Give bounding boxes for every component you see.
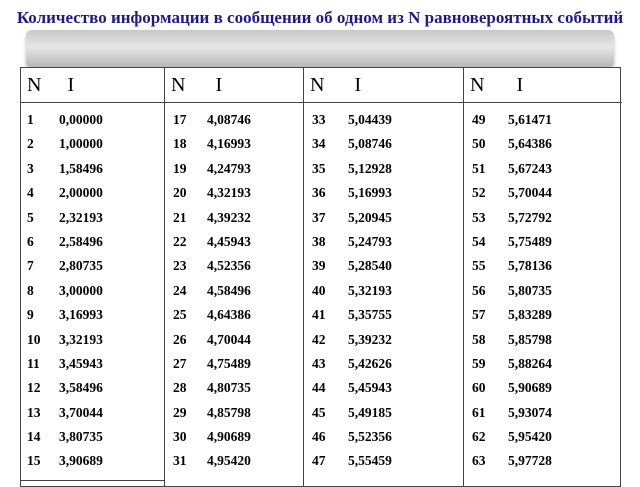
i-value: 1,58496 (59, 160, 103, 176)
i-value: 3,16993 (59, 307, 103, 323)
n-value: 7 (27, 258, 34, 274)
table-row (304, 449, 463, 473)
table-column-4 (464, 68, 622, 486)
column-header (21, 68, 164, 103)
table-row (21, 303, 164, 327)
table-row (464, 401, 622, 425)
table-row (304, 108, 463, 132)
table-row (165, 181, 303, 205)
n-value: 21 (173, 209, 187, 225)
n-value: 63 (472, 453, 486, 469)
i-value: 5,88264 (508, 355, 552, 371)
n-value: 19 (173, 160, 187, 176)
n-value: 23 (173, 258, 187, 274)
table-row (304, 206, 463, 230)
table-row (464, 425, 622, 449)
i-value: 2,58496 (59, 233, 103, 249)
n-value: 18 (173, 136, 187, 152)
i-value: 3,70044 (59, 404, 103, 420)
n-value: 40 (312, 282, 326, 298)
table-row (464, 352, 622, 376)
table-row (165, 425, 303, 449)
table-row (21, 132, 164, 156)
table-row (304, 352, 463, 376)
i-value: 4,85798 (207, 404, 251, 420)
row-divider (21, 480, 164, 481)
i-value: 5,28540 (348, 258, 392, 274)
i-value: 4,24793 (207, 160, 251, 176)
table-row (21, 328, 164, 352)
i-value: 5,90689 (508, 380, 552, 396)
n-value: 11 (27, 355, 40, 371)
i-value: 5,95420 (508, 429, 552, 445)
column-header (464, 68, 622, 103)
table-row (304, 279, 463, 303)
n-value: 25 (173, 307, 187, 323)
table-row (464, 279, 622, 303)
n-value: 17 (173, 112, 187, 127)
i-value: 5,55459 (348, 453, 392, 469)
table-row (464, 303, 622, 327)
n-value: 29 (173, 404, 187, 420)
header-i: I (215, 74, 223, 96)
n-value: 57 (472, 307, 486, 323)
i-value: 2,00000 (59, 185, 103, 201)
n-value: 13 (27, 404, 41, 420)
n-value: 2 (27, 136, 34, 152)
table-row (165, 449, 303, 473)
i-value: 5,52356 (348, 429, 392, 445)
n-value: 37 (312, 209, 326, 225)
i-value: 4,75489 (207, 355, 251, 371)
table-row (21, 449, 164, 473)
n-value: 38 (312, 233, 326, 249)
information-table (20, 67, 621, 487)
i-value: 5,78136 (508, 258, 552, 274)
table-row (464, 376, 622, 400)
i-value: 5,24793 (348, 233, 392, 249)
n-value: 27 (173, 355, 187, 371)
n-value: 61 (472, 404, 486, 420)
table-row (304, 401, 463, 425)
n-value: 62 (472, 429, 486, 445)
table-row (304, 181, 463, 205)
n-value: 3 (27, 160, 34, 176)
i-value: 4,64386 (207, 307, 251, 323)
n-value: 33 (312, 112, 326, 127)
n-value: 24 (173, 282, 187, 298)
i-value: 5,80735 (508, 282, 552, 298)
table-row (165, 303, 303, 327)
i-value: 5,67243 (508, 160, 552, 176)
header-n: N (470, 74, 485, 96)
table-row (464, 181, 622, 205)
row-list (21, 108, 164, 474)
table-row (21, 352, 164, 376)
n-value: 26 (173, 331, 187, 347)
column-header (304, 68, 463, 103)
n-value: 47 (312, 453, 326, 469)
n-value: 60 (472, 380, 486, 396)
table-row (304, 230, 463, 254)
table-row (304, 254, 463, 278)
i-value: 5,49185 (348, 404, 392, 420)
n-value: 51 (472, 160, 486, 176)
table-row (165, 157, 303, 181)
i-value: 5,20945 (348, 209, 392, 225)
n-value: 10 (27, 331, 41, 347)
i-value: 5,85798 (508, 331, 552, 347)
n-value: 28 (173, 380, 187, 396)
header-n: N (310, 74, 325, 96)
i-value: 5,39232 (348, 331, 392, 347)
n-value: 22 (173, 233, 187, 249)
table-column-2 (165, 68, 304, 486)
n-value: 1 (27, 112, 34, 127)
table-row (165, 132, 303, 156)
i-value: 5,75489 (508, 233, 552, 249)
i-value: 5,42626 (348, 355, 392, 371)
i-value: 4,90689 (207, 429, 251, 445)
table-row (165, 376, 303, 400)
i-value: 4,08746 (207, 112, 251, 127)
i-value: 4,45943 (207, 233, 251, 249)
n-value: 34 (312, 136, 326, 152)
table-row (464, 206, 622, 230)
header-n: N (27, 74, 42, 96)
table-row (304, 157, 463, 181)
table-column-3 (304, 68, 464, 486)
i-value: 3,90689 (59, 453, 103, 469)
i-value: 5,61471 (508, 112, 552, 127)
table-row (165, 352, 303, 376)
n-value: 15 (27, 453, 41, 469)
title-banner (26, 30, 614, 68)
table-row (21, 254, 164, 278)
table-row (304, 132, 463, 156)
i-value: 4,80735 (207, 380, 251, 396)
n-value: 31 (173, 453, 187, 469)
i-value: 5,83289 (508, 307, 552, 323)
n-value: 49 (472, 112, 486, 127)
header-i: I (516, 74, 524, 96)
table-row (21, 279, 164, 303)
i-value: 4,16993 (207, 136, 251, 152)
n-value: 30 (173, 429, 187, 445)
n-value: 44 (312, 380, 326, 396)
table-row (165, 108, 303, 132)
header-n: N (171, 74, 186, 96)
i-value: 3,00000 (59, 282, 103, 298)
i-value: 5,45943 (348, 380, 392, 396)
i-value: 3,45943 (59, 355, 103, 371)
n-value: 35 (312, 160, 326, 176)
header-i: I (67, 74, 75, 96)
i-value: 4,39232 (207, 209, 251, 225)
page-title: Количество информации в сообщении об одном из N равновероятных событий (16, 8, 624, 27)
table-row (464, 132, 622, 156)
table-row (304, 425, 463, 449)
n-value: 6 (27, 233, 34, 249)
i-value: 4,70044 (207, 331, 251, 347)
n-value: 46 (312, 429, 326, 445)
n-value: 54 (472, 233, 486, 249)
table-row (464, 108, 622, 132)
row-list (464, 108, 622, 474)
n-value: 52 (472, 185, 486, 201)
n-value: 50 (472, 136, 486, 152)
table-row (21, 108, 164, 132)
table-row (464, 449, 622, 473)
n-value: 14 (27, 429, 41, 445)
table-row (21, 376, 164, 400)
n-value: 55 (472, 258, 486, 274)
i-value: 5,70044 (508, 185, 552, 201)
i-value: 0,00000 (59, 112, 103, 127)
table-row (21, 425, 164, 449)
n-value: 58 (472, 331, 486, 347)
i-value: 3,58496 (59, 380, 103, 396)
table-row (464, 328, 622, 352)
table-column-1 (21, 68, 165, 486)
table-row (304, 376, 463, 400)
i-value: 5,08746 (348, 136, 392, 152)
i-value: 1,00000 (59, 136, 103, 152)
n-value: 53 (472, 209, 486, 225)
i-value: 4,32193 (207, 185, 251, 201)
table-row (464, 157, 622, 181)
n-value: 56 (472, 282, 486, 298)
row-list (165, 108, 303, 474)
n-value: 42 (312, 331, 326, 347)
i-value: 3,32193 (59, 331, 103, 347)
n-value: 5 (27, 209, 34, 225)
table-row (464, 230, 622, 254)
i-value: 4,95420 (207, 453, 251, 469)
table-row (165, 328, 303, 352)
i-value: 5,04439 (348, 112, 392, 127)
i-value: 4,58496 (207, 282, 251, 298)
table-row (21, 181, 164, 205)
n-value: 12 (27, 380, 41, 396)
row-list (304, 108, 463, 474)
n-value: 39 (312, 258, 326, 274)
table-row (165, 206, 303, 230)
n-value: 9 (27, 307, 34, 323)
i-value: 5,32193 (348, 282, 392, 298)
n-value: 59 (472, 355, 486, 371)
n-value: 20 (173, 185, 187, 201)
n-value: 41 (312, 307, 326, 323)
table-row (464, 254, 622, 278)
table-row (165, 401, 303, 425)
column-header (165, 68, 303, 103)
i-value: 5,16993 (348, 185, 392, 201)
table-row (304, 328, 463, 352)
i-value: 5,93074 (508, 404, 552, 420)
table-row (21, 230, 164, 254)
i-value: 4,52356 (207, 258, 251, 274)
i-value: 5,64386 (508, 136, 552, 152)
i-value: 3,80735 (59, 429, 103, 445)
i-value: 5,12928 (348, 160, 392, 176)
table-row (165, 230, 303, 254)
table-row (21, 206, 164, 230)
i-value: 2,32193 (59, 209, 103, 225)
n-value: 8 (27, 282, 34, 298)
n-value: 43 (312, 355, 326, 371)
i-value: 5,35755 (348, 307, 392, 323)
table-row (165, 254, 303, 278)
n-value: 4 (27, 185, 34, 201)
table-row (21, 401, 164, 425)
header-i: I (354, 74, 362, 96)
table-row (21, 157, 164, 181)
i-value: 5,72792 (508, 209, 552, 225)
table-row (304, 303, 463, 327)
n-value: 45 (312, 404, 326, 420)
table-row (165, 279, 303, 303)
n-value: 36 (312, 185, 326, 201)
i-value: 5,97728 (508, 453, 552, 469)
i-value: 2,80735 (59, 258, 103, 274)
